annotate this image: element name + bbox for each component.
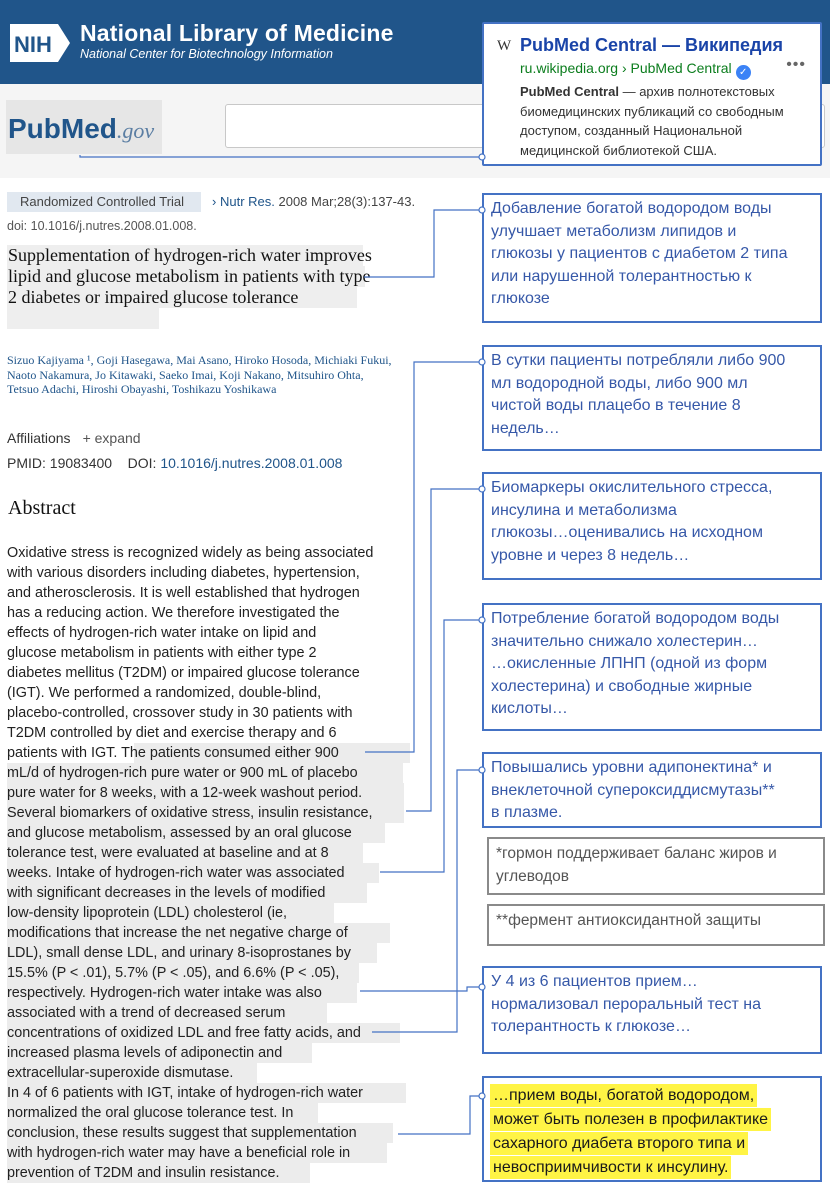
wikipedia-icon: W: [497, 38, 512, 54]
abstract-line: respectively. Hydrogen-rich water intake was also: [7, 985, 322, 1001]
journal-name-link[interactable]: Nutr Res.: [219, 194, 275, 209]
annotation-box: [482, 345, 822, 451]
author-list[interactable]: Sizuo Kajiyama ¹, Goji Hasegawa, Mai Asano, Hiroko Hosoda, Michiaki Fukui, Naoto Nakamura, Jo Kitawaki, Saeko Imai, Koji Nakano, Mitsuhiro Ohta, Tetsuo Adachi, Hiroshi Obayashi, Toshikazu Yoshikawa: [7, 353, 392, 396]
annotation-line: толерантность к глюкозе…: [491, 1018, 691, 1035]
conclusion-box: [482, 1076, 822, 1182]
abstract-line: modifications that increase the net negative charge of: [7, 925, 348, 941]
annotation-line: нормализовал пероральный тест на: [491, 995, 761, 1013]
conclusion-line: может быть полезен в профилактике: [490, 1108, 771, 1131]
abstract-line: concentrations of oxidized LDL and free fatty acids, and: [7, 1025, 361, 1041]
abstract-line: with significant decreases in the levels of modified: [7, 885, 326, 901]
annotation-line: глюкозе: [491, 290, 550, 307]
abstract-line: and atherosclerosis. It is well established that hydrogen: [7, 585, 360, 601]
abstract-line: LDL), small dense LDL, and urinary 8-isoprostanes by: [7, 945, 351, 961]
abstract-line: increased plasma levels of adiponectin and: [7, 1045, 283, 1061]
title-highlight: [7, 308, 159, 329]
annotation-box: [482, 472, 822, 580]
abstract-line: prevention of T2DM and insulin resistance.: [7, 1165, 280, 1181]
annotation-line: …окисленные ЛПНП (одной из форм: [491, 655, 768, 672]
wiki-snippet-rest: — архив полнотекстовых биомедицинских публикаций со свободным доступом, созданный Национальной медицинской библиотекой США.: [520, 84, 784, 158]
annotation-line: Потребление богатой водородом воды: [491, 610, 780, 627]
abstract-line: low-density lipoprotein (LDL) cholesterol (ie,: [7, 905, 287, 921]
wikipedia-snippet: [520, 82, 816, 160]
annotation-box: [482, 752, 822, 828]
abstract-line: pure water for 8 weeks, with a 12-week washout period.: [7, 785, 363, 801]
annotation-box: [482, 603, 822, 731]
annotation-line: В сутки пациенты потребляли либо 900: [491, 352, 786, 369]
abstract-line: Oxidative stress is recognized widely as being associated: [7, 545, 374, 561]
abstract-heading: Abstract: [8, 497, 76, 519]
connector-title: [364, 210, 482, 277]
verified-icon: ✓: [736, 65, 751, 80]
abstract-line: Several biomarkers of oxidative stress, insulin resistance,: [7, 805, 373, 821]
conclusion-line: сахарного диабета второго типа и: [490, 1132, 748, 1155]
abstract-line: glucose metabolism in patients with either type 2: [7, 645, 317, 661]
annotation-line: инсулина и метаболизма: [491, 501, 677, 519]
annotation-line: глюкозы…оценивались на исходном: [491, 524, 763, 541]
abstract-line: diabetes mellitus (T2DM) or impaired glucose tolerance: [7, 665, 360, 681]
abstract-line: patients with IGT. The patients consumed either 900: [7, 745, 339, 761]
annotation-line: недель…: [491, 419, 560, 437]
footnote-line: углеводов: [496, 867, 569, 885]
annotation-line: кислоты…: [491, 700, 568, 717]
doi-label: DOI:: [127, 455, 161, 471]
annotation-line: уровне и через 8 недель…: [491, 546, 690, 564]
annotation-line: Добавление богатой водородом воды: [491, 200, 772, 217]
footnote-box: [487, 904, 825, 946]
abstract-line: has a reducing action. We therefore investigated the: [7, 605, 340, 621]
article-title: Supplementation of hydrogen-rich water improves lipid and glucose metabolism in patients with type 2 diabetes or impaired glucose tolerance: [8, 245, 372, 307]
wikipedia-url[interactable]: [520, 60, 751, 80]
abstract-line: with hydrogen-rich water may have a beneficial role in: [7, 1145, 351, 1161]
abstract-line: T2DM controlled by diet and exercise therapy and 6: [7, 725, 337, 741]
footnote-line: *гормон поддерживает баланс жиров и: [496, 845, 777, 862]
footnote-line: **фермент антиоксидантной защиты: [496, 912, 762, 929]
annotation-line: Повышались уровни адипонектина* и: [491, 759, 772, 776]
journal-arrow-icon: ›: [212, 194, 217, 209]
doi-link[interactable]: 10.1016/j.nutres.2008.01.008: [160, 455, 343, 471]
pmid-label: PMID: 19083400: [7, 455, 113, 471]
annotation-line: чистой воды плацебо в течение 8: [491, 397, 741, 414]
annotation-line: мл водородной воды, либо 900 мл: [491, 374, 748, 392]
annotation-line: У 4 из 6 пациентов прием…: [491, 973, 698, 990]
abstract-line: associated with a trend of decreased serum: [7, 1005, 286, 1021]
expand-button[interactable]: + expand: [82, 430, 141, 446]
logo-pub: Pub: [8, 113, 61, 144]
wikipedia-card[interactable]: [482, 22, 822, 166]
abstract-line: conclusion, these results suggest that supplementation: [7, 1125, 357, 1141]
connector-dose: [365, 362, 482, 752]
abstract-line: and glucose metabolism, assessed by an oral glucose: [7, 825, 352, 841]
more-options-icon[interactable]: •••: [786, 56, 806, 73]
nih-title[interactable]: National Library of Medicine: [80, 20, 394, 46]
nih-subtitle: National Center for Biotechnology Information: [80, 47, 333, 61]
conclusion-line: невосприимчивости к инсулину.: [490, 1156, 731, 1179]
abstract-line: (IGT). We performed a randomized, double-blind,: [7, 685, 322, 701]
abstract-line: weeks. Intake of hydrogen-rich water was associated: [7, 865, 345, 881]
abstract-line: 15.5% (P < .01), 5.7% (P < .05), and 6.6% (P < .05),: [7, 965, 340, 981]
publication-type-badge[interactable]: Randomized Controlled Trial: [7, 192, 201, 212]
nih-logo-text: NIH: [14, 32, 52, 57]
footnote-box: [487, 837, 825, 895]
wiki-snippet-bold: PubMed Central: [520, 84, 619, 99]
logo-med: Med: [60, 113, 117, 144]
annotation-box: [482, 966, 822, 1054]
connector-igt: [360, 987, 482, 991]
affiliations-row: [7, 430, 141, 446]
annotation-line: улучшает метаболизм липидов и: [491, 222, 737, 240]
annotation-line: внеклеточной супероксиддисмутазы**: [491, 781, 775, 799]
doi-text: doi: 10.1016/j.nutres.2008.01.008.: [7, 219, 197, 233]
abstract-line: with various disorders including diabetes, hypertension,: [7, 565, 360, 581]
annotation-line: или нарушенной толерантностью к: [491, 267, 752, 285]
abstract-line: normalized the oral glucose tolerance test. In: [7, 1105, 294, 1121]
abstract-line: extracellular-superoxide dismutase.: [7, 1065, 234, 1081]
abstract-line: mL/d of hydrogen-rich pure water or 900 mL of placebo: [7, 765, 358, 781]
annotation-box: [482, 193, 822, 323]
connector-biomarkers: [406, 489, 482, 811]
annotation-line: значительно снижало холестерин…: [491, 632, 758, 650]
identifiers-row: [7, 455, 342, 471]
journal-citation: [212, 194, 415, 209]
nih-logo-icon[interactable]: [8, 22, 72, 64]
wiki-domain: ru.wikipedia.org: [520, 60, 619, 76]
conclusion-line: …прием воды, богатой водородом,: [490, 1084, 757, 1107]
affiliations-label: Affiliations: [7, 430, 71, 446]
abstract-line: tolerance test, were evaluated at baseline and at 8: [7, 845, 329, 861]
annotation-line: Биомаркеры окислительного стресса,: [491, 479, 773, 496]
logo-gov: .gov: [116, 118, 155, 143]
journal-issue: 2008 Mar;28(3):137-43.: [274, 194, 416, 209]
abstract-line: In 4 of 6 patients with IGT, intake of hydrogen-rich water: [7, 1085, 363, 1101]
abstract-line: effects of hydrogen-rich water intake on lipid and: [7, 625, 317, 641]
annotation-line: холестерина) и свободные жирные: [491, 677, 753, 695]
abstract-line: placebo-controlled, crossover study in 30 patients with: [7, 705, 353, 721]
connector-conclusion: [398, 1096, 482, 1134]
pubmed-logo-text[interactable]: [8, 113, 154, 145]
annotation-line: в плазме.: [491, 804, 563, 821]
wiki-crumb: › PubMed Central: [618, 60, 732, 76]
annotation-line: глюкозы у пациентов с диабетом 2 типа: [491, 245, 788, 262]
wikipedia-title[interactable]: PubMed Central — Википедия: [520, 35, 784, 55]
